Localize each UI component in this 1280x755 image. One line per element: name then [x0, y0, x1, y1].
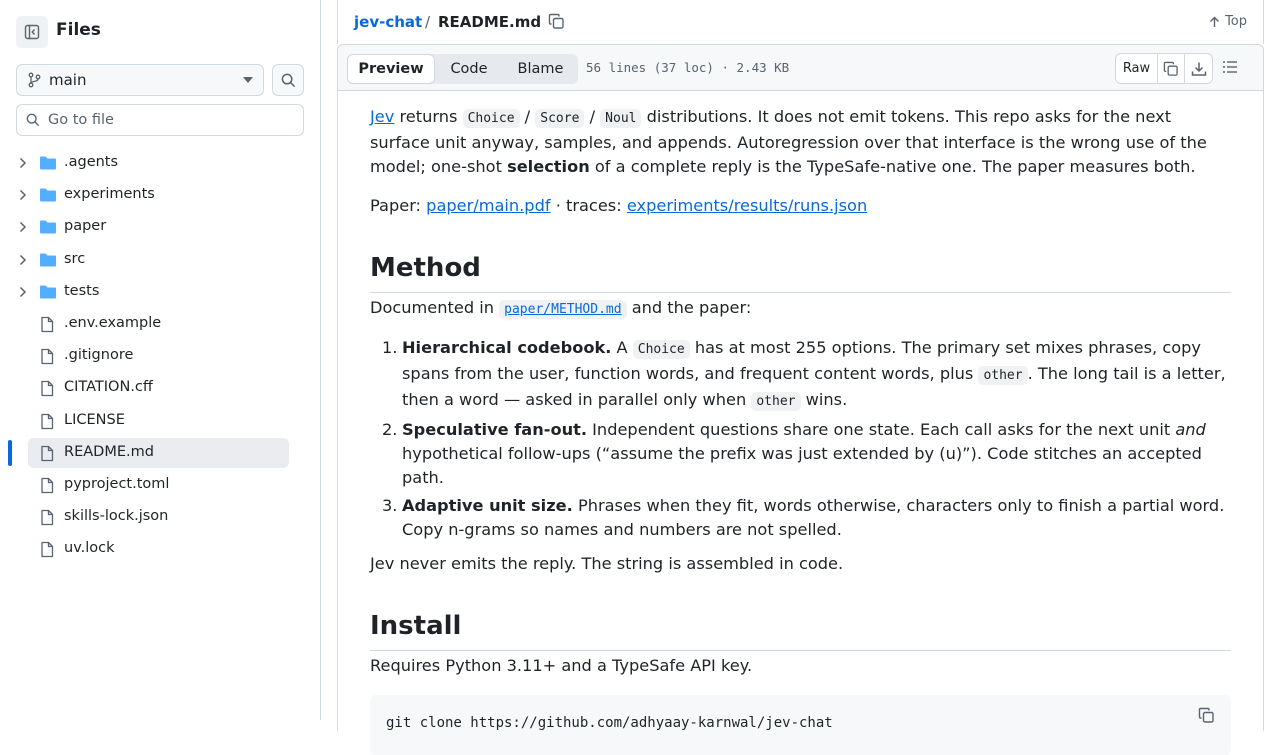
download-button[interactable] [1185, 54, 1212, 83]
tree-item-paper[interactable] [0, 211, 320, 243]
traces-link[interactable]: experiments/results/runs.json [626, 196, 868, 215]
go-to-file-input[interactable] [48, 112, 288, 128]
text: / [519, 107, 536, 126]
text: . The long tail is a letter, then a word — asked in parallel only when [402, 364, 1226, 409]
download-icon [1191, 61, 1207, 77]
list-item [370, 494, 1232, 542]
file-icon [39, 509, 55, 526]
tree-item-label: .gitignore [64, 347, 134, 364]
italic-text: and [1175, 420, 1206, 439]
code-block [370, 695, 1231, 755]
file-view [321, 0, 1280, 731]
text: / [584, 107, 601, 126]
inline-code: other [978, 366, 1027, 385]
tree-item-gitignore[interactable] [0, 340, 320, 372]
chevron-right-icon[interactable] [18, 285, 28, 299]
text: A [611, 338, 633, 357]
breadcrumb-separator: / [425, 13, 431, 31]
list-item [370, 336, 1232, 414]
text: Phrases when they fit, words otherwise, characters only to finish a partial word. Copy n-grams so names and numbers are not spelled. [402, 496, 1225, 539]
file-tree-sidebar [0, 0, 321, 720]
git-branch-icon [27, 72, 41, 88]
branch-selector[interactable] [16, 64, 264, 96]
inline-code: Noul [600, 109, 641, 128]
inline-code: other [751, 392, 800, 411]
inline-code: Choice [463, 109, 520, 128]
tree-item-env-example[interactable] [0, 308, 320, 340]
file-icon [39, 380, 55, 397]
tree-item-label: skills-lock.json [64, 508, 169, 525]
folder-icon [39, 284, 57, 300]
inline-code: Choice [633, 340, 690, 359]
view-mode-tabs [347, 54, 578, 84]
file-tree [0, 147, 320, 565]
text: · traces: [550, 196, 627, 215]
file-actions [1115, 53, 1213, 84]
tab-blame[interactable]: Blame [517, 61, 564, 77]
tree-item-label: tests [64, 282, 100, 299]
tree-item-label: src [64, 250, 86, 267]
folder-icon [39, 252, 57, 268]
search-files-button[interactable] [272, 64, 304, 96]
breadcrumb-file-name: README.md [438, 13, 542, 31]
tree-item-label: README.md [64, 443, 154, 460]
text: returns [394, 107, 463, 126]
tree-item-readme[interactable] [0, 437, 320, 469]
paper-links-paragraph [370, 194, 867, 218]
tree-item-label: paper [64, 218, 107, 235]
file-icon [39, 445, 55, 462]
file-icon [39, 316, 55, 333]
text: distributions. It does not emit tokens. This repo asks for the next surface unit anyway, samples, and appends. Autoregression over that interface is the wrong use of the model; one-shot [370, 107, 1207, 176]
collapse-sidebar-button[interactable] [16, 16, 48, 48]
folder-icon [39, 155, 57, 171]
breadcrumb-repo-link[interactable]: jev-chat [354, 13, 423, 31]
intro-paragraph [370, 105, 1232, 179]
tree-item-label: .env.example [64, 314, 162, 331]
jev-link[interactable]: Jev [370, 107, 395, 126]
install-heading: Install [370, 606, 1231, 651]
tree-item-tests[interactable] [0, 276, 320, 308]
folder-icon [39, 219, 57, 235]
documented-paragraph [370, 296, 751, 322]
file-icon [39, 477, 55, 494]
folder-icon [39, 187, 57, 203]
bold-text: selection [507, 157, 590, 176]
chevron-right-icon[interactable] [18, 220, 28, 234]
tree-item-label: CITATION.cff [64, 379, 153, 396]
chevron-right-icon[interactable] [18, 188, 28, 202]
file-icon [39, 348, 55, 365]
file-icon [39, 541, 55, 558]
tree-item-uv-lock[interactable] [0, 533, 320, 565]
bold-text: Hierarchical codebook. [402, 338, 612, 357]
tree-item-license[interactable] [0, 405, 320, 437]
tree-item-pyproject[interactable] [0, 469, 320, 501]
tree-item-skills-lock[interactable] [0, 501, 320, 533]
copy-path-icon[interactable] [548, 13, 565, 30]
raw-button[interactable]: Raw [1116, 54, 1158, 83]
arrow-up-icon [1209, 16, 1220, 28]
breadcrumb [337, 0, 1264, 44]
inline-code: Score [535, 109, 584, 128]
tree-item-agents[interactable] [0, 147, 320, 179]
tree-item-label: experiments [64, 186, 155, 203]
copy-raw-button[interactable] [1158, 54, 1185, 83]
text: hypothetical follow-ups (“assume the prefix was just extended by (u)”). Code stitches an accepted path. [402, 444, 1202, 487]
method-heading: Method [370, 248, 1231, 293]
file-toolbar [337, 44, 1264, 91]
text: Paper: [370, 196, 427, 215]
branch-name: main [49, 71, 87, 89]
copy-icon[interactable] [1198, 707, 1215, 724]
sidebar-title: Files [56, 20, 101, 40]
selected-indicator [8, 440, 12, 466]
code-line: git clone https://github.com/adhyaay-karnwal/jev-chat [386, 715, 833, 731]
tab-preview[interactable]: Preview [347, 54, 435, 84]
text: wins. [800, 390, 848, 409]
tree-item-citation[interactable] [0, 372, 320, 404]
list-number: 2. [382, 420, 398, 439]
search-icon [281, 73, 296, 88]
tab-code[interactable]: Code [450, 61, 488, 77]
text: Independent questions share one state. Each call asks for the next unit [587, 420, 1176, 439]
text: has at most 255 options. The primary set mixes phrases, copy spans from the user, function words, and frequent content words, plus [402, 338, 1201, 383]
list-number: 3. [382, 496, 398, 515]
readme-container [337, 91, 1264, 731]
file-icon [39, 413, 55, 430]
method-doc-link[interactable]: paper/METHOD.md [499, 300, 626, 319]
tree-item-label: pyproject.toml [64, 475, 170, 492]
method-list [370, 336, 1232, 546]
chevron-right-icon[interactable] [18, 253, 28, 267]
text: Documented in [370, 298, 500, 317]
copy-icon [1163, 61, 1179, 77]
go-to-file-field[interactable] [16, 104, 304, 136]
tree-item-label: LICENSE [64, 411, 125, 428]
list-number: 1. [382, 338, 398, 357]
tree-item-label: uv.lock [64, 540, 115, 557]
chevron-right-icon[interactable] [18, 156, 28, 170]
text: of a complete reply is the TypeSafe-native one. The paper measures both. [589, 157, 1196, 176]
outline-list-icon[interactable] [1222, 59, 1238, 75]
tree-item-src[interactable] [0, 244, 320, 276]
back-to-top-link[interactable] [1209, 14, 1247, 29]
bold-text: Adaptive unit size. [402, 496, 573, 515]
caret-down-icon [243, 77, 253, 83]
summary-paragraph: Jev never emits the reply. The string is assembled in code. [370, 554, 844, 573]
text: and the paper: [626, 298, 752, 317]
tree-item-experiments[interactable] [0, 179, 320, 211]
requirements-paragraph: Requires Python 3.11+ and a TypeSafe API key. [370, 656, 753, 675]
tree-item-label: .agents [64, 154, 119, 170]
file-meta: 56 lines (37 loc) · 2.43 KB [586, 60, 790, 75]
list-item [370, 418, 1232, 490]
paper-pdf-link[interactable]: paper/main.pdf [426, 196, 551, 215]
sidebar-collapse-icon [24, 24, 40, 40]
bold-text: Speculative fan-out. [402, 420, 588, 439]
back-to-top-label: Top [1225, 14, 1247, 29]
search-icon [26, 113, 40, 127]
